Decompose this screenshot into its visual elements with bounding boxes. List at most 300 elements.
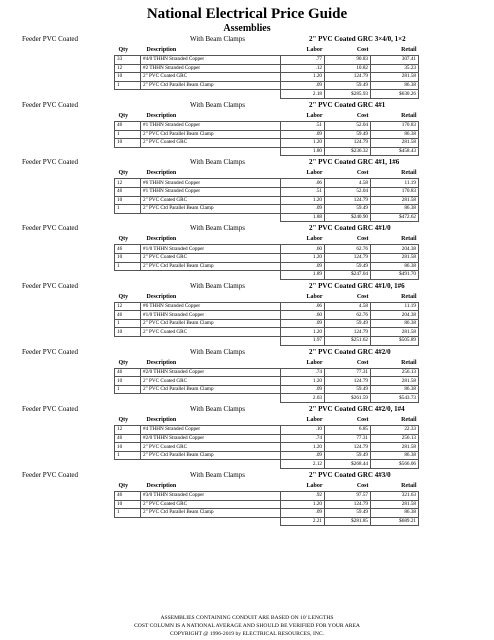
cell-cost: 52.04 [325,187,371,196]
feeder-label: Feeder PVC Coated [22,224,78,233]
cell-qty: 46 [115,311,141,320]
cell-retail: 86.38 [371,451,419,460]
table-row [115,311,419,320]
cell-qty: 1 [115,205,141,214]
table-row [115,500,419,509]
cell-retail: 11.19 [371,302,419,311]
assembly-section [22,346,474,403]
table-row [115,385,419,394]
total-retail: $566.06 [371,460,419,469]
total-row [115,213,419,222]
cell-retail: 281.58 [371,443,419,452]
assembly-table [114,358,419,403]
total-labor: 1.97 [281,337,325,346]
cell-desc: 2" PVC Ctd Parallel Beam Clamp [141,262,281,271]
total-row [115,460,419,469]
assembly-table [114,481,419,526]
assembly-section [22,469,474,526]
table-row [115,187,419,196]
cell-retail: 170.83 [371,187,419,196]
total-cost: $247.04 [325,271,371,280]
column-header-description: Description [146,483,177,489]
section-header [22,33,474,45]
section-header [22,222,474,234]
cell-qty: 10 [115,73,141,82]
column-header-retail: Retail [401,47,417,53]
cell-desc: #3/0 THHN Stranded Copper [141,492,281,501]
column-header-cost: Cost [356,112,369,119]
cell-qty: 10 [115,253,141,262]
feeder-label: Feeder PVC Coated [22,100,78,109]
blank-cell [141,394,281,403]
page-title: National Electrical Price Guide [146,6,348,22]
cell-retail: 256.13 [371,434,419,443]
table-row [115,426,419,435]
column-header-description: Description [146,47,177,53]
blank-cell [115,337,141,346]
column-header-cost: Cost [356,359,369,366]
cell-labor: .12 [281,64,325,73]
column-header-description: Description [146,359,177,366]
assembly-name: 2" PVC Coated GRC 3×4/0, 1×2 [309,35,406,43]
column-header-retail: Retail [401,359,417,366]
cell-cost: 124.79 [325,377,371,386]
cell-desc: #6 THHN Stranded Copper [141,302,281,311]
column-header-retail: Retail [401,112,417,119]
cell-qty: 10 [115,443,141,452]
cell-desc: 2" PVC Coated GRC [141,139,281,148]
table-header-row [115,358,419,369]
total-cost: $240.90 [325,213,371,222]
cell-retail: 281.58 [371,139,419,148]
assembly-section [22,99,474,156]
column-header-cost: Cost [356,417,369,424]
cell-retail: 22.33 [371,426,419,435]
cell-qty: 46 [115,121,141,130]
cell-qty: 12 [115,426,141,435]
blank-cell [141,337,281,346]
cell-labor: 1.20 [281,377,325,386]
assembly-name: 2" PVC Coated GRC 4#1/0, 1#6 [309,281,405,290]
blank-cell [141,90,281,99]
cell-desc: 2" PVC Ctd Parallel Beam Clamp [141,130,281,139]
column-header-cost: Cost [356,236,369,243]
table-header-row [115,45,419,56]
table-row [115,245,419,254]
table-header-row [115,111,419,122]
cell-desc: #2/0 THHN Stranded Copper [141,368,281,377]
cell-qty: 10 [115,139,141,148]
feeder-label: Feeder PVC Coated [22,405,78,414]
cell-qty: 12 [115,302,141,311]
cell-qty: 1 [115,451,141,460]
total-cost: $285.93 [325,90,371,99]
cell-desc: 2" PVC Ctd Parallel Beam Clamp [141,385,281,394]
cell-qty: 12 [115,179,141,188]
total-labor: 2.21 [281,517,325,526]
assembly-name: 2" PVC Coated GRC 4#1, 1#6 [309,158,400,167]
assembly-name: 2" PVC Coated GRC 4#1 [309,100,386,109]
assembly-table [114,168,419,222]
table-row [115,121,419,130]
cell-qty: 46 [115,187,141,196]
cell-labor: .92 [281,492,325,501]
cell-labor: 1.20 [281,328,325,337]
total-cost: $251.62 [325,337,371,346]
cell-cost: 4.58 [325,179,371,188]
table-row [115,434,419,443]
cell-cost: 97.57 [325,492,371,501]
clamps-label: With Beam Clamps [190,471,245,479]
feeder-label: Feeder PVC Coated [22,471,78,479]
cell-desc: 2" PVC Ctd Parallel Beam Clamp [141,319,281,328]
table-row [115,319,419,328]
cell-qty: 1 [115,385,141,394]
cell-retail: 281.58 [371,73,419,82]
column-header-labor: Labor [306,112,323,119]
blank-cell [141,460,281,469]
cell-labor: .77 [281,56,325,65]
cell-labor: .09 [281,509,325,518]
cell-retail: 86.38 [371,509,419,518]
section-header [22,156,474,168]
cell-retail: 86.38 [371,130,419,139]
column-header-qty: Qty [118,483,129,489]
cell-cost: 124.79 [325,73,371,82]
total-cost: $281.85 [325,517,371,526]
cell-qty: 46 [115,434,141,443]
table-row [115,179,419,188]
cell-qty: 10 [115,500,141,509]
blank-cell [141,271,281,280]
cell-cost: 59.49 [325,130,371,139]
total-retail: $543.73 [371,394,419,403]
blank-cell [141,147,281,156]
assembly-section [22,156,474,222]
table-row [115,253,419,262]
total-row [115,337,419,346]
cell-labor: .09 [281,385,325,394]
blank-cell [115,517,141,526]
table-row [115,81,419,90]
cell-cost: 6.85 [325,426,371,435]
table-row [115,451,419,460]
column-header-qty: Qty [118,359,129,366]
table-header-row [115,292,419,303]
section-header [22,469,474,481]
table-row [115,368,419,377]
cell-labor: .51 [281,121,325,130]
assembly-section [22,280,474,346]
cell-labor: .09 [281,262,325,271]
table-row [115,56,419,65]
cell-qty: 33 [115,56,141,65]
cell-desc: 2" PVC Ctd Parallel Beam Clamp [141,451,281,460]
total-cost: $261.59 [325,394,371,403]
cell-cost: 59.49 [325,509,371,518]
cell-cost: 59.49 [325,385,371,394]
section-header [22,99,474,111]
cell-retail: 86.38 [371,319,419,328]
cell-labor: .74 [281,434,325,443]
table-row [115,262,419,271]
blank-cell [115,394,141,403]
table-row [115,64,419,73]
column-header-qty: Qty [118,170,129,177]
cell-cost: 4.58 [325,302,371,311]
total-retail: $630.26 [371,90,419,99]
total-labor: 1.89 [281,271,325,280]
cell-qty: 1 [115,130,141,139]
blank-cell [141,213,281,222]
column-header-retail: Retail [401,170,417,177]
cell-retail: 281.58 [371,196,419,205]
total-labor: 2.03 [281,394,325,403]
table-row [115,492,419,501]
blank-cell [115,213,141,222]
cell-desc: #1/0 THHN Stranded Copper [141,311,281,320]
section-header [22,280,474,292]
column-header-retail: Retail [401,236,417,243]
total-row [115,271,419,280]
column-header-cost: Cost [356,170,369,177]
cell-labor: .09 [281,205,325,214]
cell-desc: 2" PVC Coated GRC [141,253,281,262]
table-row [115,130,419,139]
clamps-label: With Beam Clamps [190,100,245,109]
clamps-label: With Beam Clamps [190,281,245,290]
assembly-name: 2" PVC Coated GRC 4#3/0 [309,471,391,479]
total-labor: 1.88 [281,213,325,222]
cell-desc: 2" PVC Ctd Parallel Beam Clamp [141,509,281,518]
page-footer [0,614,494,638]
column-header-qty: Qty [118,112,129,119]
footer-line: ASSEMBLIES CONTAINING CONDUIT ARE BASED ON 10' LENGTHS [160,615,334,621]
cell-desc: 2" PVC Coated GRC [141,500,281,509]
column-header-labor: Labor [306,170,323,177]
cell-labor: 1.20 [281,196,325,205]
assembly-section [22,403,474,469]
cell-labor: .06 [281,179,325,188]
total-row [115,147,419,156]
cell-labor: .09 [281,130,325,139]
cell-desc: 2" PVC Coated GRC [141,443,281,452]
cell-retail: 281.58 [371,253,419,262]
cell-labor: .74 [281,368,325,377]
cell-retail: 86.38 [371,262,419,271]
cell-labor: 1.20 [281,253,325,262]
assembly-sections [22,33,474,526]
cell-retail: 86.38 [371,81,419,90]
blank-cell [115,460,141,469]
cell-cost: 124.79 [325,253,371,262]
column-header-description: Description [146,417,177,424]
cell-labor: .60 [281,245,325,254]
cell-labor: .09 [281,451,325,460]
total-row [115,90,419,99]
cell-desc: 2" PVC Coated GRC [141,328,281,337]
page-subtitle: Assemblies [223,23,271,34]
cell-desc: #1/0 THHN Stranded Copper [141,245,281,254]
cell-retail: 321.63 [371,492,419,501]
assembly-section [22,222,474,279]
total-retail: $472.62 [371,213,419,222]
assembly-section [22,33,474,99]
cell-desc: #2 THHN Stranded Copper [141,64,281,73]
cell-desc: 2" PVC Ctd Parallel Beam Clamp [141,81,281,90]
footer-line: COST COLUMN IS A NATIONAL AVERAGE AND SHOULD BE VERIFIED FOR YOUR AREA [134,623,360,629]
total-retail: $505.89 [371,337,419,346]
cell-qty: 10 [115,196,141,205]
feeder-label: Feeder PVC Coated [22,158,78,167]
table-header-row [115,415,419,426]
column-header-description: Description [146,236,177,243]
column-header-retail: Retail [401,483,417,489]
cell-qty: 1 [115,262,141,271]
cell-retail: 11.19 [371,179,419,188]
column-header-labor: Labor [306,359,323,366]
clamps-label: With Beam Clamps [190,347,245,356]
cell-qty: 10 [115,328,141,337]
blank-cell [115,147,141,156]
cell-qty: 12 [115,64,141,73]
assembly-name: 2" PVC Coated GRC 4#2/0 [309,347,391,356]
table-header-row [115,481,419,492]
cell-labor: 1.20 [281,139,325,148]
cell-labor: .09 [281,81,325,90]
cell-cost: 59.49 [325,319,371,328]
total-retail: $491.70 [371,271,419,280]
cell-cost: 77.31 [325,434,371,443]
cell-cost: 62.76 [325,245,371,254]
cell-labor: 1.20 [281,443,325,452]
table-row [115,139,419,148]
cell-cost: 124.79 [325,196,371,205]
cell-retail: 204.38 [371,245,419,254]
cell-qty: 46 [115,368,141,377]
column-header-qty: Qty [118,47,129,53]
cell-desc: 2" PVC Coated GRC [141,73,281,82]
table-row [115,196,419,205]
cell-qty: 46 [115,245,141,254]
column-header-retail: Retail [401,417,417,424]
cell-retail: 256.13 [371,368,419,377]
section-header [22,403,474,415]
cell-labor: 1.20 [281,73,325,82]
table-row [115,509,419,518]
cell-cost: 124.79 [325,328,371,337]
column-header-description: Description [146,112,177,119]
column-header-labor: Labor [306,293,323,300]
assembly-table [114,111,419,156]
assembly-table [114,45,419,99]
cell-labor: 1.20 [281,500,325,509]
cell-qty: 1 [115,319,141,328]
table-row [115,205,419,214]
cell-desc: #6 THHN Stranded Copper [141,179,281,188]
cell-retail: 170.83 [371,121,419,130]
blank-cell [115,271,141,280]
assembly-table [114,415,419,469]
cell-retail: 281.58 [371,377,419,386]
cell-cost: 59.49 [325,451,371,460]
table-row [115,73,419,82]
table-row [115,328,419,337]
assembly-table [114,234,419,279]
table-row [115,302,419,311]
cell-retail: 281.58 [371,328,419,337]
cell-qty: 46 [115,492,141,501]
cell-retail: 86.38 [371,385,419,394]
cell-retail: 86.38 [371,205,419,214]
cell-cost: 124.79 [325,443,371,452]
column-header-retail: Retail [401,293,417,300]
clamps-label: With Beam Clamps [190,224,245,233]
total-row [115,517,419,526]
cell-desc: #2/0 THHN Stranded Copper [141,434,281,443]
column-header-labor: Labor [306,236,323,243]
cell-labor: .09 [281,319,325,328]
feeder-label: Feeder PVC Coated [22,281,78,290]
table-header-row [115,168,419,179]
column-header-cost: Cost [356,47,369,53]
total-cost: $236.32 [325,147,371,156]
cell-cost: 59.49 [325,262,371,271]
total-labor: 2.12 [281,460,325,469]
cell-retail: 307.41 [371,56,419,65]
cell-retail: 281.58 [371,500,419,509]
cell-cost: 62.76 [325,311,371,320]
cell-cost: 124.79 [325,139,371,148]
cell-cost: 52.04 [325,121,371,130]
blank-cell [115,90,141,99]
footer-line: COPYRIGHT @ 1996-2019 by ELECTRICAL RESOURCES, INC. [169,631,324,637]
cell-desc: 2" PVC Ctd Parallel Beam Clamp [141,205,281,214]
cell-cost: 77.31 [325,368,371,377]
cell-qty: 1 [115,81,141,90]
column-header-cost: Cost [356,293,369,300]
total-labor: 1.80 [281,147,325,156]
assembly-table [114,292,419,346]
cell-labor: .10 [281,426,325,435]
cell-desc: #1 THHN Stranded Copper [141,121,281,130]
clamps-label: With Beam Clamps [190,35,245,43]
column-header-labor: Labor [306,483,323,489]
table-row [115,443,419,452]
column-header-labor: Labor [306,417,323,424]
cell-retail: 35.23 [371,64,419,73]
blank-cell [141,517,281,526]
cell-desc: #4/0 THHN Stranded Copper [141,56,281,65]
cell-cost: 124.79 [325,500,371,509]
cell-cost: 59.49 [325,205,371,214]
total-labor: 2.18 [281,90,325,99]
cell-qty: 10 [115,377,141,386]
clamps-label: With Beam Clamps [190,405,245,414]
total-cost: $268.44 [325,460,371,469]
column-header-cost: Cost [356,483,369,489]
cell-desc: 2" PVC Coated GRC [141,377,281,386]
total-retail: $689.21 [371,517,419,526]
cell-qty: 1 [115,509,141,518]
column-header-qty: Qty [118,236,129,243]
assembly-name: 2" PVC Coated GRC 4#1/0 [309,224,391,233]
table-header-row [115,234,419,245]
feeder-label: Feeder PVC Coated [22,35,78,43]
cell-labor: .60 [281,311,325,320]
cell-desc: #4 THHN Stranded Copper [141,426,281,435]
total-retail: $458.43 [371,147,419,156]
